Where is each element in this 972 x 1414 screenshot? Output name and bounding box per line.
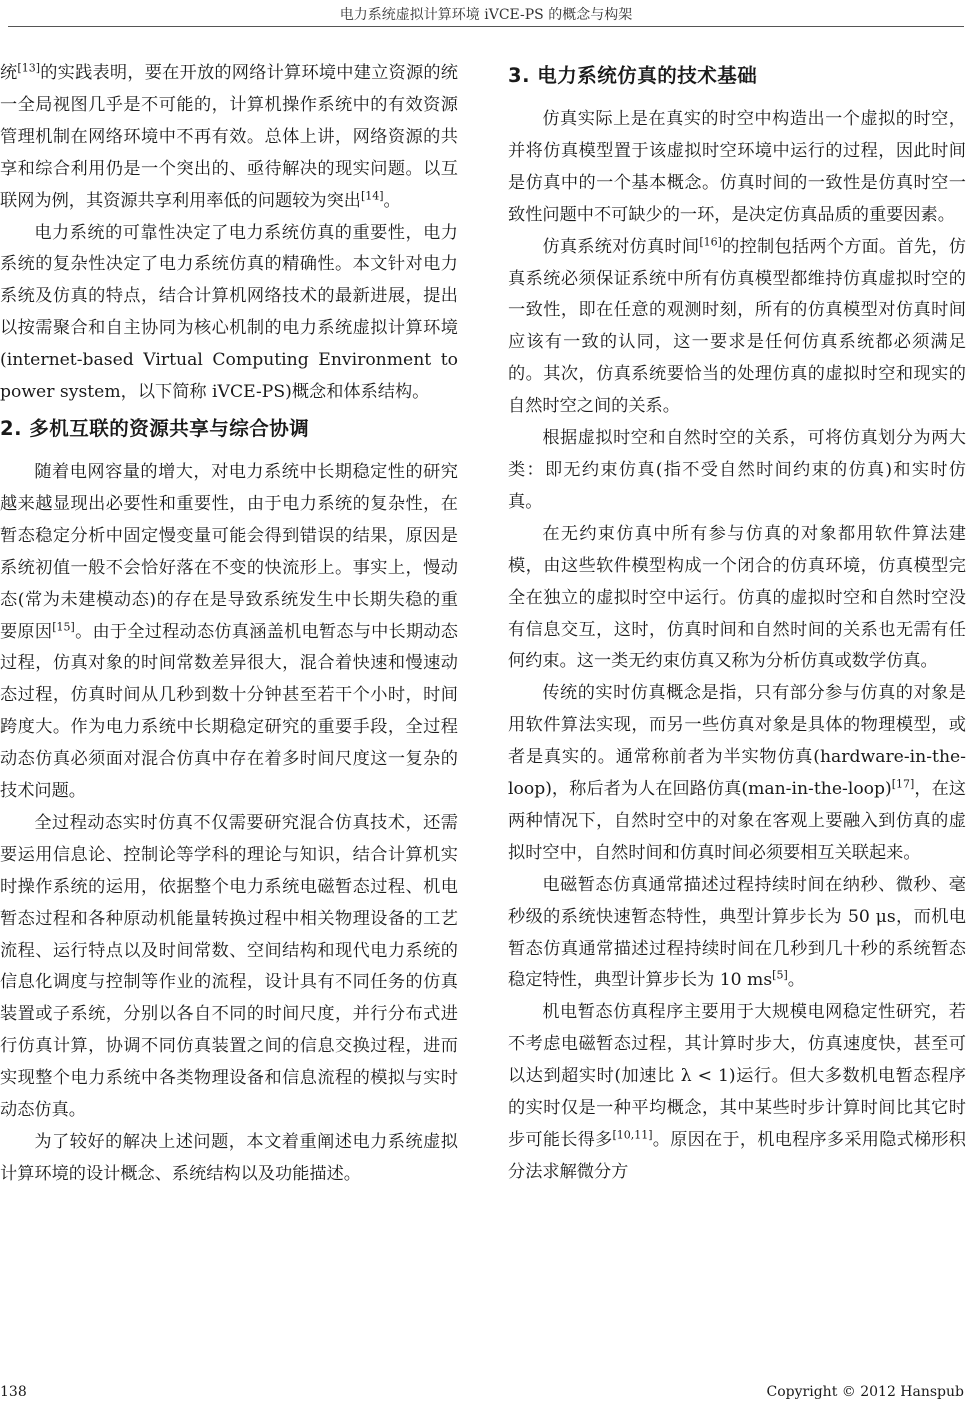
text: 的控制包括两个方面。首先，仿真系统必须保证系统中所有仿真模型都维持仿真虚拟时空的一致性，即在任意的观测时刻，所有的仿真模型对仿真时间应该有一致的认同，这一要求是任何仿真系统都必须满足的。其次，仿真系统要恰当的处理仿真的虚拟时空和现实的自然时空之间的关系。 bbox=[508, 236, 966, 417]
paragraph bbox=[508, 678, 966, 869]
paragraph: 仿真实际上是在真实的时空中构造出一个虚拟的时空，并将仿真模型置于该虚拟时空环境中运行的过程，因此时间是仿真中的一个基本概念。仿真时间的一致性是仿真时空一致性问题中不可缺少的一环，是决定仿真品质的重要因素。 bbox=[508, 109, 966, 225]
text: 。原因在于，机电程序多采用隐式梯形积分法求解微分方 bbox=[508, 1130, 966, 1182]
citation: [5] bbox=[772, 968, 788, 982]
paragraph: 全过程动态实时仿真不仅需要研究混合仿真技术，还需要运用信息论、控制论等学科的理论与知识，结合计算机实时操作系统的运用，依据整个电力系统电磁暂态过程、机电暂态过程和各种原动机能量转换过程中相关物理设备的工艺流程、运行特点以及时间常数、空间结构和现代电力系统的信息化调度与控制等作业的流程，设计具有不同任务的仿真装置或子系统，分别以各自不同的时间尺度，并行分布式进行仿真计算，协调不同仿真装置之间的信息交换过程，进而实现整个电力系统中各类物理设备和信息流程的模拟与实时动态仿真。 bbox=[0, 812, 458, 1121]
citation: [15] bbox=[52, 619, 75, 633]
page-number: 138 bbox=[0, 1384, 27, 1400]
text: 统 bbox=[0, 63, 18, 83]
text: 随着电网容量的增大，对电力系统中长期稳定性的研究越来越显现出必要性和重要性，由于电力系统的复杂性，在暂态稳定分析中固定慢变量可能会得到错误的结果，原因是系统初值一般不会恰好落在不变的快流形上。事实上，慢动态(常为未建模动态)的存在是导致系统发生中长期失稳的重要原因 bbox=[0, 461, 458, 642]
section-heading: 3. 电力系统仿真的技术基础 bbox=[508, 64, 758, 87]
paragraph: 为了较好的解决上述问题，本文着重阐述电力系统虚拟计算环境的设计概念、系统结构以及功能描述。 bbox=[0, 1132, 458, 1184]
paragraph: 电力系统的可靠性决定了电力系统仿真的重要性，电力系统的复杂性决定了电力系统仿真的精确性。本文针对电力系统及仿真的特点，结合计算机网络技术的最新进展，提出以按需聚合和自主协同为核心机制的电力系统虚拟计算环境(internet-based Virtual Computing Environment to power system，以下简称 iVCE-PS)概念和体系结构。 bbox=[0, 222, 458, 403]
text: ，在这两种情况下，自然时空中的对象在客观上要融入到仿真的虚拟时空中，自然时间和仿真时间必须要相互关联起来。 bbox=[508, 779, 966, 863]
citation: [17] bbox=[891, 777, 915, 791]
left-column bbox=[0, 58, 458, 1191]
text: 。 bbox=[787, 970, 805, 991]
running-header: 电力系统虚拟计算环境 iVCE-PS 的概念与构架 bbox=[339, 7, 633, 23]
paragraph bbox=[508, 997, 966, 1188]
text: 电磁暂态仿真通常描述过程持续时间在纳秒、微秒、毫秒级的系统快速暂态特性，典型计算步长为 50 μs，而机电暂态仿真通常描述过程持续时间在几秒到几十秒的系统暂态稳定特性，典型计算步长为 10 ms bbox=[508, 874, 966, 991]
paragraph bbox=[0, 457, 458, 808]
citation: [14] bbox=[360, 188, 384, 202]
text: 传统的实时仿真概念是指，只有部分参与仿真的对象是用软件算法实现，而另一些仿真对象是具体的物理模型，或者是真实的。通常称前者为半实物仿真(hardware-in-the-loop)，称后者为人在回路仿真(man-in-the-loop) bbox=[508, 683, 966, 800]
text: 仿真系统对仿真时间 bbox=[542, 236, 700, 257]
right-column bbox=[508, 58, 966, 1189]
header-divider bbox=[8, 26, 964, 27]
citation: [10,11] bbox=[612, 1128, 653, 1142]
paragraph: 在无约束仿真中所有参与仿真的对象都用软件算法建模，由这些软件模型构成一个闭合的仿真环境，仿真模型完全在独立的虚拟时空中运行。仿真的虚拟时空和自然时空没有信息交互，这时，仿真时间和自然时间的关系也无需有任何约束。这一类无约束仿真又称为分析仿真或数学仿真。 bbox=[508, 523, 966, 672]
paragraph bbox=[508, 870, 966, 998]
text: 的实践表明，要在开放的网络计算环境中建立资源的统一全局视图几乎是不可能的，计算机操作系统中的有效资源管理机制在网络环境中不再有效。总体上讲，网络资源的共享和综合利用仍是一个突出的、亟待解决的现实问题。以互联网为例，其资源共享利用率低的问题较为突出 bbox=[0, 63, 458, 211]
section-heading: 2. 多机互联的资源共享与综合协调 bbox=[0, 416, 310, 440]
paragraph: 根据虚拟时空和自然时空的关系，可将仿真划分为两大类：即无约束仿真(指不受自然时间约束的仿真)和实时仿真。 bbox=[508, 428, 966, 512]
citation: [13] bbox=[17, 61, 41, 75]
text: 。 bbox=[383, 190, 401, 211]
paragraph bbox=[0, 58, 458, 218]
text: 。由于全过程动态仿真涵盖机电暂态与中长期动态过程，仿真对象的时间常数差异很大，混合着快速和慢速动态过程，仿真时间从几秒到数十分钟甚至若干个小时，时间跨度大。作为电力系统中长期稳定研究的重要手段，全过程动态仿真必须面对混合仿真中存在着多时间尺度这一复杂的技术问题。 bbox=[0, 621, 458, 802]
citation: [16] bbox=[699, 234, 722, 248]
copyright-notice: Copyright © 2012 Hanspub bbox=[766, 1384, 964, 1400]
text: 机电暂态仿真程序主要用于大规模电网稳定性研究，若不考虑电磁暂态过程，其计算时步大，仿真速度快，甚至可以达到超实时(加速比 λ < 1)运行。但大多数机电暂态程序的实时仅是一种平均概念，其中某些时步计算时间比其它时步可能长得多 bbox=[508, 1002, 966, 1150]
paragraph bbox=[508, 232, 966, 423]
